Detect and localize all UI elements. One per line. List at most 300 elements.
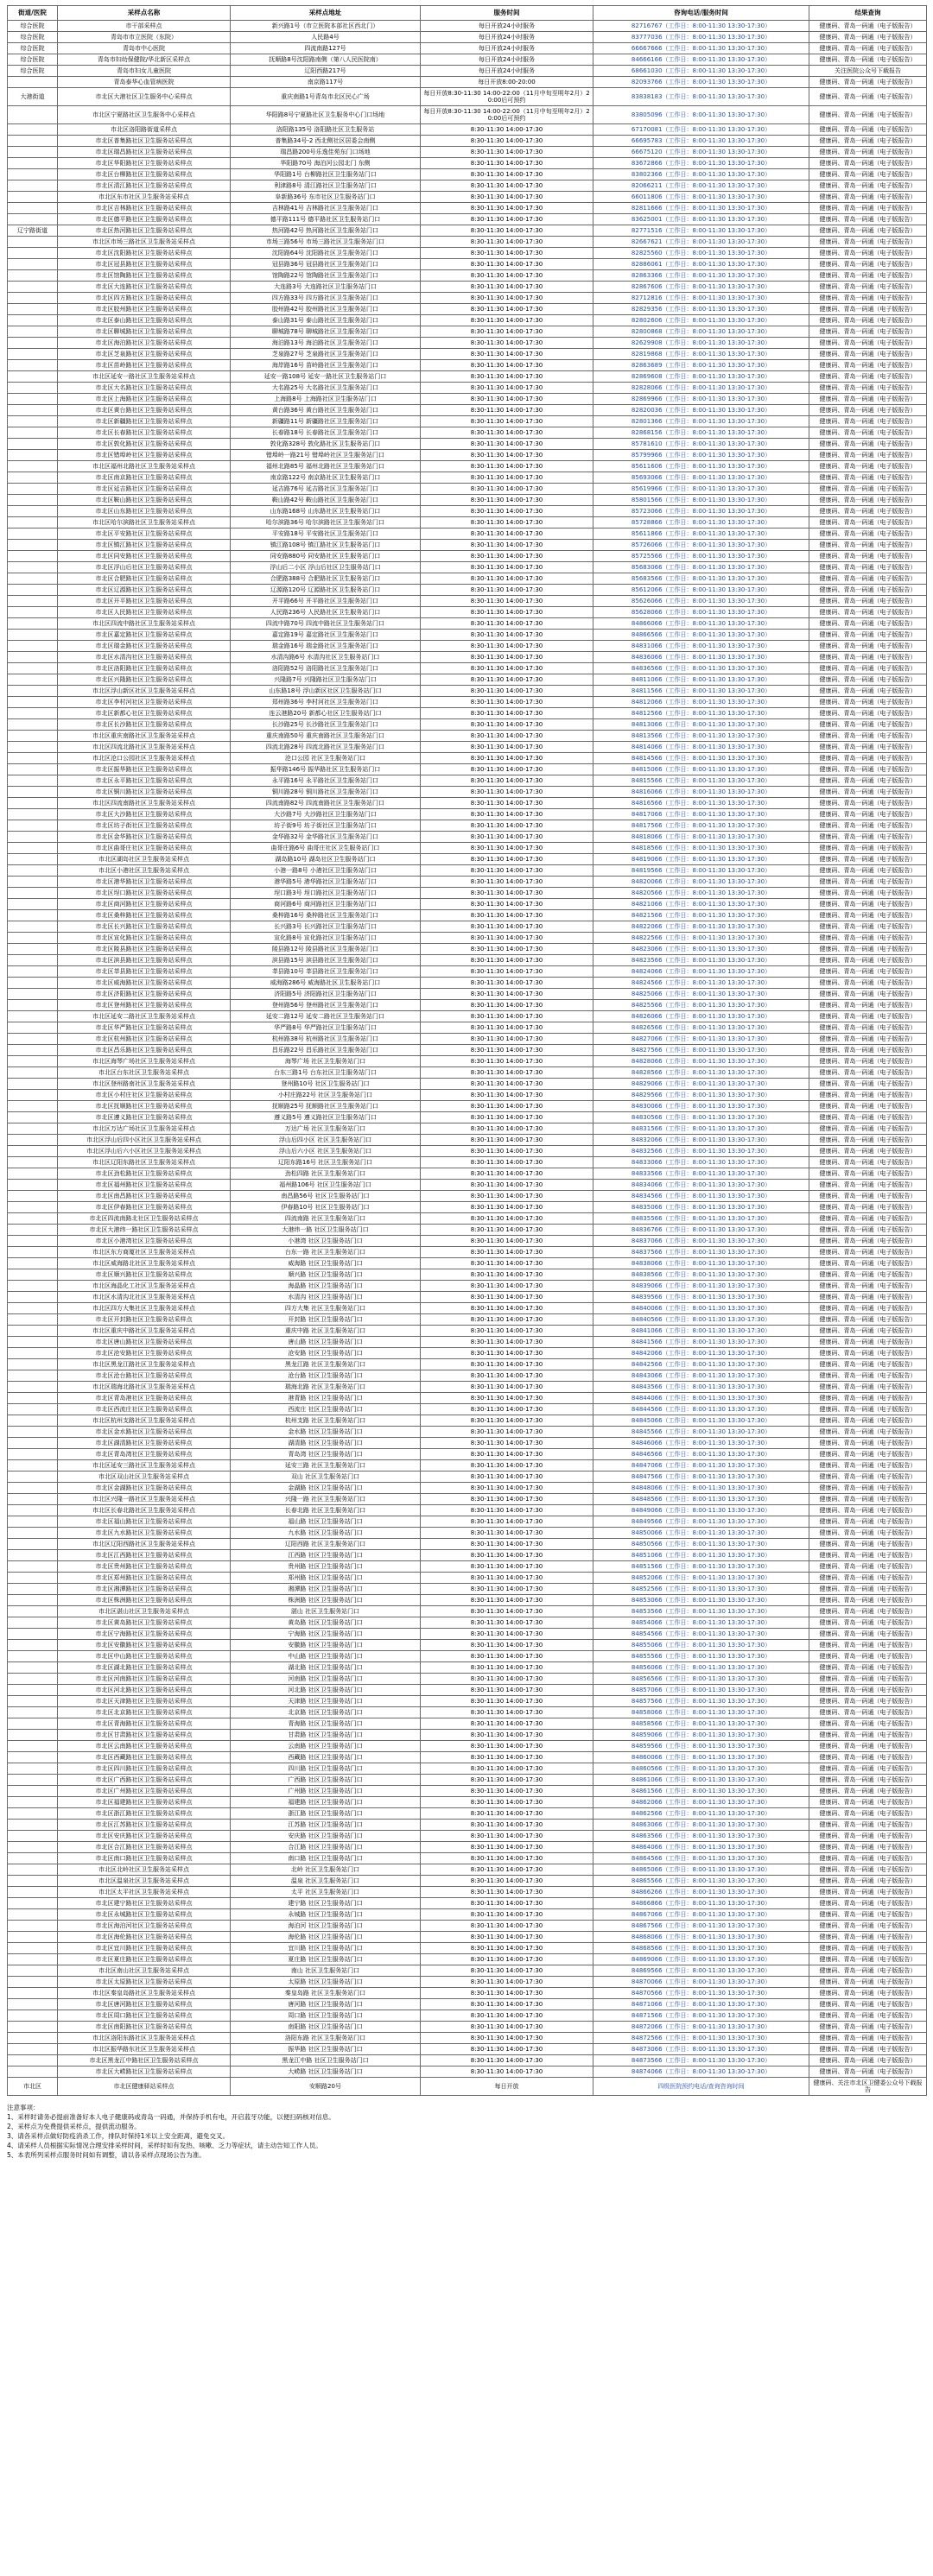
table-row — [8, 1483, 927, 1494]
cell-site-name: 市北区大名路社区卫生服务站采样点 — [58, 383, 231, 394]
cell-district — [8, 1820, 58, 1831]
cell-district — [8, 506, 58, 517]
cell-service-time: 每日开放24小时服务 — [421, 54, 593, 66]
cell-phone: 83805096（工作日：8:00-11:30 13:30-17:30） — [593, 106, 809, 124]
cell-address: 桑梓路16号 桑梓路社区卫生服务站门口 — [231, 910, 421, 921]
cell-phone: 84821066（工作日：8:00-11:30 13:30-17:30） — [593, 899, 809, 910]
cell-site-name: 市北区威海路社区卫生服务站采样点 — [58, 978, 231, 989]
table-row — [8, 203, 927, 214]
cell-district — [8, 450, 58, 461]
cell-service-time: 8:30-11:30 14:00-17:30 — [421, 944, 593, 955]
cell-phone: 84844066（工作日：8:00-11:30 13:30-17:30） — [593, 1393, 809, 1404]
table-row — [8, 1629, 927, 1640]
cell-address: 南昌路56号 社区卫生服务站门口 — [231, 1191, 421, 1202]
cell-district — [8, 764, 58, 775]
cell-district — [8, 169, 58, 180]
cell-service-time: 8:30-11:30 14:00-17:30 — [421, 1516, 593, 1528]
table-row — [8, 1303, 927, 1314]
cell-service-time: 8:30-11:30 14:00-17:30 — [421, 484, 593, 495]
cell-result: 健康码、青岛一码通（电子版报告） — [809, 652, 927, 663]
cell-service-time: 8:30-11:30 14:00-17:30 — [421, 248, 593, 259]
table-row — [8, 338, 927, 349]
cell-result: 健康码、青岛一码通（电子版报告） — [809, 32, 927, 43]
cell-site-name: 市北区商河路社区卫生服务站采样点 — [58, 899, 231, 910]
cell-result: 健康码、青岛一码通（电子版报告） — [809, 517, 927, 528]
cell-address: 沈阳路64号 沈阳路社区卫生服务站门口 — [231, 248, 421, 259]
cell-result: 健康码、青岛一码通（电子版报告） — [809, 349, 927, 360]
cell-service-time: 8:30-11:30 14:00-17:30 — [421, 495, 593, 506]
table-row — [8, 1887, 927, 1898]
cell-result: 健康码、青岛一码通（电子版报告） — [809, 1314, 927, 1326]
cell-address: 黑龙江中路 社区卫生服务站门口 — [231, 2055, 421, 2066]
cell-site-name: 市北区开平路社区卫生服务站采样点 — [58, 596, 231, 607]
cell-result: 健康码、青岛一码通（电子版报告） — [809, 192, 927, 203]
cell-result: 健康码、青岛一码通（电子版报告） — [809, 1954, 927, 1965]
cell-phone: 84833066（工作日：8:00-11:30 13:30-17:30） — [593, 1157, 809, 1168]
cell-service-time: 8:30-11:30 14:00-17:30 — [421, 686, 593, 697]
cell-result: 健康码、青岛一码通（电子版报告） — [809, 1472, 927, 1483]
cell-service-time: 8:30-11:30 14:00-17:30 — [421, 1314, 593, 1326]
cell-service-time: 8:30-11:30 14:00-17:30 — [421, 731, 593, 742]
cell-phone: 84844566（工作日：8:00-11:30 13:30-17:30） — [593, 1404, 809, 1415]
cell-address: 延吉路76号 延吉路社区卫生服务站门口 — [231, 484, 421, 495]
cell-phone: 84836766（工作日：8:00-11:30 13:30-17:30） — [593, 1225, 809, 1236]
table-row — [8, 1988, 927, 1999]
cell-site-name: 市北区华阳路社区卫生服务站采样点 — [58, 158, 231, 169]
cell-result: 健康码、青岛一码通（电子版报告） — [809, 1045, 927, 1056]
cell-district — [8, 1460, 58, 1472]
cell-phone: 82811666（工作日：8:00-11:30 13:30-17:30） — [593, 203, 809, 214]
cell-district — [8, 2044, 58, 2055]
cell-address: 周口路 社区卫生服务站门口 — [231, 2010, 421, 2022]
cell-service-time: 8:30-11:30 14:00-17:30 — [421, 1225, 593, 1236]
cell-address: 四流南路 社区卫生服务站门口 — [231, 1213, 421, 1225]
cell-address: 中山路 社区卫生服务站门口 — [231, 1651, 421, 1662]
table-row — [8, 1876, 927, 1887]
cell-phone: 84823066（工作日：8:00-11:30 13:30-17:30） — [593, 944, 809, 955]
cell-phone: 84862066（工作日：8:00-11:30 13:30-17:30） — [593, 1797, 809, 1808]
table-row — [8, 147, 927, 158]
cell-site-name: 市北区四方路社区卫生服务站采样点 — [58, 293, 231, 304]
cell-phone: 84830566（工作日：8:00-11:30 13:30-17:30） — [593, 1112, 809, 1123]
cell-service-time: 8:30-11:30 14:00-17:30 — [421, 674, 593, 686]
cell-phone: 83802366（工作日：8:00-11:30 13:30-17:30） — [593, 169, 809, 180]
cell-site-name: 市北区水清沟社区卫生服务站采样点 — [58, 652, 231, 663]
cell-phone: 84824066（工作日：8:00-11:30 13:30-17:30） — [593, 966, 809, 978]
cell-phone: 83838183（工作日：8:00-11:30 13:30-17:30） — [593, 88, 809, 106]
table-row — [8, 1921, 927, 1932]
cell-district — [8, 461, 58, 472]
table-row — [8, 764, 927, 775]
cell-address: 台东三路1号 台东社区卫生服务站门口 — [231, 1067, 421, 1079]
header-time: 服务时间 — [421, 6, 593, 21]
cell-address: 广西路 社区卫生服务站门口 — [231, 1775, 421, 1786]
cell-site-name: 市北区黑龙江路社区卫生服务站采样点 — [58, 1359, 231, 1370]
table-row — [8, 282, 927, 293]
cell-site-name: 市北区海泊路社区卫生服务站采样点 — [58, 338, 231, 349]
cell-address: 四川路 社区卫生服务站门口 — [231, 1763, 421, 1775]
table-row — [8, 966, 927, 978]
cell-result: 健康码、青岛一码通（电子版报告） — [809, 1460, 927, 1472]
cell-site-name: 市北区延吉路社区卫生服务站采样点 — [58, 484, 231, 495]
cell-district — [8, 2055, 58, 2066]
table-row — [8, 1269, 927, 1281]
cell-address: 嘉定路19号 嘉定路社区卫生服务站门口 — [231, 630, 421, 641]
cell-result: 健康码、青岛一码通（电子版报告） — [809, 1539, 927, 1550]
cell-phone: 67170081（工作日：8:00-11:30 13:30-17:30） — [593, 124, 809, 136]
cell-phone: 84840066（工作日：8:00-11:30 13:30-17:30） — [593, 1303, 809, 1314]
cell-address: 坊子街9号 坊子街社区卫生服务站门口 — [231, 820, 421, 832]
sampling-sites-table — [7, 5, 927, 2096]
cell-result: 健康码、青岛一码通（电子版报告） — [809, 88, 927, 106]
cell-result: 健康码、青岛一码通（电子版报告） — [809, 1640, 927, 1651]
cell-site-name: 市北区太平社区卫生服务站采样点 — [58, 1887, 231, 1898]
cell-phone: 84848566（工作日：8:00-11:30 13:30-17:30） — [593, 1494, 809, 1505]
note-line: 2、采样点为免费提供采样点，提供流动服务。 — [7, 2123, 141, 2130]
cell-phone: 84827566（工作日：8:00-11:30 13:30-17:30） — [593, 1045, 809, 1056]
cell-district — [8, 1528, 58, 1539]
cell-district — [8, 1550, 58, 1561]
cell-address: 重庆南路1号青岛市北区民心广场 — [231, 88, 421, 106]
cell-service-time: 8:30-11:30 14:00-17:30 — [421, 192, 593, 203]
cell-address: 海琴广场 社区卫生服务站门口 — [231, 1056, 421, 1067]
table-row — [8, 753, 927, 764]
table-row — [8, 1045, 927, 1056]
table-row — [8, 910, 927, 921]
cell-service-time: 8:30-11:30 14:00-17:30 — [421, 1932, 593, 1943]
cell-result: 健康码、青岛一码通（电子版报告） — [809, 573, 927, 585]
cell-service-time: 8:30-11:30 14:00-17:30 — [421, 1056, 593, 1067]
cell-service-time: 8:30-11:30 14:00-17:30 — [421, 1561, 593, 1573]
table-row — [8, 1573, 927, 1584]
cell-phone: 84834566（工作日：8:00-11:30 13:30-17:30） — [593, 1191, 809, 1202]
table-row — [8, 192, 927, 203]
cell-district — [8, 1988, 58, 1999]
table-row — [8, 978, 927, 989]
cell-phone: 84849566（工作日：8:00-11:30 13:30-17:30） — [593, 1516, 809, 1528]
cell-address: 普集路34号-2 西北侧社区居委会南侧 — [231, 136, 421, 147]
cell-district — [8, 630, 58, 641]
cell-result: 健康码、青岛一码通（电子版报告） — [809, 966, 927, 978]
cell-district — [8, 573, 58, 585]
cell-district — [8, 1595, 58, 1606]
cell-district: 综合医院 — [8, 32, 58, 43]
table-row — [8, 506, 927, 517]
cell-result: 健康码、青岛一码通（电子版报告） — [809, 832, 927, 843]
cell-address: 湖岛路10号 湖岛社区卫生服务站门口 — [231, 854, 421, 865]
cell-result: 健康码、青岛一码通（电子版报告） — [809, 1965, 927, 1977]
cell-site-name: 市北区南京路社区卫生服务站采样点 — [58, 472, 231, 484]
cell-district — [8, 1573, 58, 1584]
cell-service-time: 8:30-11:30 14:00-17:30 — [421, 180, 593, 192]
cell-site-name: 市北区北京路社区卫生服务站采样点 — [58, 1707, 231, 1718]
cell-address: 四流南路127号 — [231, 43, 421, 54]
cell-site-name: 市北区上海路社区卫生服务站采样点 — [58, 394, 231, 405]
cell-phone: 84832566（工作日：8:00-11:30 13:30-17:30） — [593, 1146, 809, 1157]
table-row — [8, 899, 927, 910]
cell-result: 健康码、青岛一码通（电子版报告） — [809, 1831, 927, 1842]
cell-result: 健康码、青岛一码通（电子版报告） — [809, 1236, 927, 1247]
cell-phone: 84851566（工作日：8:00-11:30 13:30-17:30） — [593, 1561, 809, 1573]
cell-result: 健康码、青岛一码通（电子版报告） — [809, 551, 927, 562]
table-row — [8, 989, 927, 1000]
cell-site-name: 市北区埕口路社区卫生服务站采样点 — [58, 888, 231, 899]
cell-site-name: 市北区人民路社区卫生服务站采样点 — [58, 607, 231, 618]
table-row — [8, 775, 927, 787]
cell-district — [8, 618, 58, 630]
cell-phone: 84861566（工作日：8:00-11:30 13:30-17:30） — [593, 1786, 809, 1797]
cell-phone: 84823566（工作日：8:00-11:30 13:30-17:30） — [593, 955, 809, 966]
cell-address: 埕口路3号 埕口路社区卫生服务站门口 — [231, 888, 421, 899]
table-row — [8, 944, 927, 955]
table-row — [8, 1247, 927, 1258]
table-row — [8, 1314, 927, 1326]
cell-service-time: 8:30-11:30 14:00-17:30 — [421, 450, 593, 461]
cell-district — [8, 1067, 58, 1079]
cell-district — [8, 775, 58, 787]
table-row — [8, 1741, 927, 1752]
cell-service-time: 8:30-11:30 14:00-17:30 — [421, 888, 593, 899]
cell-site-name: 市北区南昌路社区卫生服务站采样点 — [58, 1191, 231, 1202]
table-row — [8, 484, 927, 495]
cell-address: 合肥路388号 合肥路社区卫生服务站门口 — [231, 573, 421, 585]
cell-district — [8, 1842, 58, 1853]
cell-site-name: 市北区四流中路社区卫生服务站采样点 — [58, 618, 231, 630]
cell-site-name: 青岛市妇幼保健院/华北新区采样点 — [58, 54, 231, 66]
cell-address: 重庆中路 社区卫生服务站门口 — [231, 1326, 421, 1337]
cell-phone: 84873566（工作日：8:00-11:30 13:30-17:30） — [593, 2055, 809, 2066]
cell-phone: 84867566（工作日：8:00-11:30 13:30-17:30） — [593, 1921, 809, 1932]
cell-phone: 82771516（工作日：8:00-11:30 13:30-17:30） — [593, 225, 809, 237]
table-row — [8, 1191, 927, 1202]
cell-address: 辽源路120号 辽源路社区卫生服务站门口 — [231, 585, 421, 596]
cell-address: 浮山后四小区 社区卫生服务站门口 — [231, 1135, 421, 1146]
cell-phone: 85611866（工作日：8:00-11:30 13:30-17:30） — [593, 528, 809, 540]
cell-site-name: 市北区宁海路社区卫生服务站采样点 — [58, 1629, 231, 1640]
cell-service-time: 8:30-11:30 14:00-17:30 — [421, 1977, 593, 1988]
cell-service-time: 8:30-11:30 14:00-17:30 — [421, 1269, 593, 1281]
cell-district — [8, 865, 58, 877]
cell-result: 健康码、青岛一码通（电子版报告） — [809, 1786, 927, 1797]
table-row — [8, 1505, 927, 1516]
cell-result: 健康码、青岛一码通（电子版报告） — [809, 338, 927, 349]
cell-site-name: 市北区浮山新区社区卫生服务站采样点 — [58, 686, 231, 697]
cell-district — [8, 1292, 58, 1303]
cell-result: 健康码、青岛一码通（电子版报告） — [809, 562, 927, 573]
cell-service-time: 8:30-11:30 14:00-17:30 — [421, 1191, 593, 1202]
table-row — [8, 1718, 927, 1730]
cell-result: 健康码、青岛一码通（电子版报告） — [809, 641, 927, 652]
cell-result: 健康码、青岛一码通（电子版报告） — [809, 1988, 927, 1999]
table-row — [8, 832, 927, 843]
cell-address: 河南路 社区卫生服务站门口 — [231, 1674, 421, 1685]
cell-service-time: 8:30-11:30 14:00-17:30 — [421, 1449, 593, 1460]
cell-result: 健康码、青岛一码通（电子版报告） — [809, 248, 927, 259]
cell-district — [8, 1359, 58, 1370]
cell-service-time: 8:30-11:30 14:00-17:30 — [421, 1674, 593, 1685]
cell-site-name: 青岛市中心医院 — [58, 43, 231, 54]
cell-district — [8, 1011, 58, 1022]
cell-site-name: 市北区李村河社区卫生服务站采样点 — [58, 697, 231, 708]
table-row — [8, 32, 927, 43]
cell-result: 健康码、青岛一码通（电子版报告） — [809, 1258, 927, 1269]
cell-district — [8, 1808, 58, 1820]
cell-result: 健康码、青岛一码通（电子版报告） — [809, 1202, 927, 1213]
cell-site-name: 市北区唐山路社区卫生服务站采样点 — [58, 1337, 231, 1348]
cell-service-time: 8:30-11:30 14:00-17:30 — [421, 955, 593, 966]
cell-result: 健康码、青岛一码通（电子版报告） — [809, 910, 927, 921]
cell-site-name: 市北区错埠岭社区卫生服务站采样点 — [58, 450, 231, 461]
cell-phone: 84818566（工作日：8:00-11:30 13:30-17:30） — [593, 843, 809, 854]
cell-site-name: 市北区温泉社区卫生服务站采样点 — [58, 1876, 231, 1887]
cell-phone: 84838566（工作日：8:00-11:30 13:30-17:30） — [593, 1269, 809, 1281]
cell-phone: 84860566（工作日：8:00-11:30 13:30-17:30） — [593, 1763, 809, 1775]
cell-service-time: 8:30-11:30 14:00-17:30 — [421, 338, 593, 349]
table-row — [8, 585, 927, 596]
cell-service-time: 8:30-11:30 14:00-17:30 — [421, 573, 593, 585]
cell-result: 健康码、青岛一码通（电子版报告） — [809, 1359, 927, 1370]
cell-site-name: 市北区湖岛社区卫生服务站采样点 — [58, 854, 231, 865]
cell-phone: 84871566（工作日：8:00-11:30 13:30-17:30） — [593, 2010, 809, 2022]
table-row — [8, 1449, 927, 1460]
cell-service-time: 每日开放8:30-11:30 14:00-22:00（11月中旬至明年2月）20:00后可预约 — [421, 88, 593, 106]
cell-site-name: 市北区滨县路社区卫生服务站采样点 — [58, 955, 231, 966]
cell-service-time: 8:30-11:30 14:00-17:30 — [421, 1146, 593, 1157]
table-row — [8, 1797, 927, 1808]
table-row — [8, 1651, 927, 1662]
cell-district — [8, 1079, 58, 1090]
cell-district — [8, 338, 58, 349]
cell-phone: 82869608（工作日：8:00-11:30 13:30-17:30） — [593, 371, 809, 383]
cell-phone: 84835566（工作日：8:00-11:30 13:30-17:30） — [593, 1213, 809, 1225]
cell-address: 北岭 社区卫生服务站门口 — [231, 1864, 421, 1876]
cell-district — [8, 1404, 58, 1415]
cell-result: 健康码、青岛一码通（电子版报告） — [809, 1573, 927, 1584]
cell-address: 浙江路 社区卫生服务站门口 — [231, 1808, 421, 1820]
cell-site-name: 市北区长兴路社区卫生服务站采样点 — [58, 921, 231, 933]
cell-site-name: 市北区洛阳路社区卫生服务站采样点 — [58, 663, 231, 674]
cell-site-name: 市北区唐河路社区卫生服务站采样点 — [58, 1999, 231, 2010]
cell-district — [8, 798, 58, 809]
cell-phone: 84826566（工作日：8:00-11:30 13:30-17:30） — [593, 1022, 809, 1034]
cell-address: 郑州路36号 李村河社区卫生服务站门口 — [231, 697, 421, 708]
cell-service-time: 8:30-11:30 14:00-17:30 — [421, 416, 593, 427]
cell-result: 健康码、青岛一码通（电子版报告） — [809, 237, 927, 248]
cell-district — [8, 641, 58, 652]
cell-district — [8, 1685, 58, 1696]
cell-result: 健康码、青岛一码通（电子版报告） — [809, 708, 927, 719]
cell-service-time: 8:30-11:30 14:00-17:30 — [421, 1887, 593, 1898]
cell-result: 健康码、青岛一码通（电子版报告） — [809, 1180, 927, 1191]
table-row — [8, 1853, 927, 1864]
cell-phone: 85683566（工作日：8:00-11:30 13:30-17:30） — [593, 573, 809, 585]
cell-site-name: 市北区江西路社区卫生服务站采样点 — [58, 1550, 231, 1561]
cell-district — [8, 1617, 58, 1629]
cell-service-time: 8:30-11:30 14:00-17:30 — [421, 124, 593, 136]
cell-address: 威海路 社区卫生服务站门口 — [231, 1258, 421, 1269]
cell-phone: 84819066（工作日：8:00-11:30 13:30-17:30） — [593, 854, 809, 865]
cell-district — [8, 1438, 58, 1449]
cell-phone: 84870066（工作日：8:00-11:30 13:30-17:30） — [593, 1977, 809, 1988]
table-row — [8, 1584, 927, 1595]
cell-service-time: 8:30-11:30 14:00-17:30 — [421, 1292, 593, 1303]
cell-district — [8, 248, 58, 259]
cell-district — [8, 1977, 58, 1988]
cell-site-name: 市北区山东路社区卫生服务站采样点 — [58, 506, 231, 517]
cell-service-time: 8:30-11:30 14:00-17:30 — [421, 1483, 593, 1494]
cell-result: 健康码、青岛一码通（电子版报告） — [809, 214, 927, 225]
cell-site-name: 市北区大港社区卫生服务中心采样点 — [58, 88, 231, 106]
cell-site-name: 市北区兴隆路社区卫生服务站采样点 — [58, 674, 231, 686]
cell-phone: 84820066（工作日：8:00-11:30 13:30-17:30） — [593, 877, 809, 888]
cell-district: 辽宁路街道 — [8, 225, 58, 237]
table-row — [8, 1393, 927, 1404]
cell-address: 杭州路38号 杭州路社区卫生服务站门口 — [231, 1034, 421, 1045]
cell-phone: 84869066（工作日：8:00-11:30 13:30-17:30） — [593, 1954, 809, 1965]
cell-phone: 84837066（工作日：8:00-11:30 13:30-17:30） — [593, 1236, 809, 1247]
cell-service-time: 8:30-11:30 14:00-17:30 — [421, 1831, 593, 1842]
cell-district — [8, 1606, 58, 1617]
cell-district — [8, 1662, 58, 1674]
cell-phone: 85728866（工作日：8:00-11:30 13:30-17:30） — [593, 517, 809, 528]
cell-site-name: 市北区大港纬一路社区卫生服务站采样点 — [58, 1225, 231, 1236]
cell-address: 济阳路5号 济阳路社区卫生服务站门口 — [231, 989, 421, 1000]
cell-site-name: 市北区桑梓路社区卫生服务站采样点 — [58, 910, 231, 921]
table-row — [8, 1359, 927, 1370]
table-row — [8, 405, 927, 416]
table-row — [8, 1337, 927, 1348]
cell-address: 云南路 社区卫生服务站门口 — [231, 1741, 421, 1752]
cell-district — [8, 439, 58, 450]
cell-site-name: 市北区东方商厦社区卫生服务站采样点 — [58, 1247, 231, 1258]
table-row — [8, 237, 927, 248]
cell-site-name: 市北区重庆南路社区卫生服务站采样点 — [58, 731, 231, 742]
cell-district — [8, 1999, 58, 2010]
cell-address: 长兴路3号 长兴路社区卫生服务站门口 — [231, 921, 421, 933]
cell-result: 健康码、青岛一码通（电子版报告） — [809, 719, 927, 731]
table-row — [8, 1034, 927, 1045]
cell-phone: 84826066（工作日：8:00-11:30 13:30-17:30） — [593, 1011, 809, 1022]
cell-service-time: 8:30-11:30 14:00-17:30 — [421, 1685, 593, 1696]
cell-district — [8, 877, 58, 888]
cell-service-time: 8:30-11:30 14:00-17:30 — [421, 237, 593, 248]
cell-address: 泰山路31号 泰山路社区卫生服务站门口 — [231, 315, 421, 326]
cell-service-time: 8:30-11:30 14:00-17:30 — [421, 1090, 593, 1101]
cell-address: 福州北路85号 福州北路社区卫生服务站门口 — [231, 461, 421, 472]
cell-service-time: 8:30-11:30 14:00-17:30 — [421, 472, 593, 484]
cell-district — [8, 1168, 58, 1180]
cell-phone: 84857066（工作日：8:00-11:30 13:30-17:30） — [593, 1685, 809, 1696]
table-row — [8, 214, 927, 225]
cell-service-time: 8:30-11:30 14:00-17:30 — [421, 1539, 593, 1550]
cell-address: 华严路8号 华严路社区卫生服务站门口 — [231, 1022, 421, 1034]
cell-site-name: 市北区南口路社区卫生服务站采样点 — [58, 1853, 231, 1864]
cell-district — [8, 1640, 58, 1651]
table-row — [8, 1011, 927, 1022]
cell-result: 健康码、青岛一码通（电子版报告） — [809, 2022, 927, 2033]
cell-service-time: 8:30-11:30 14:00-17:30 — [421, 2022, 593, 2033]
cell-district — [8, 1180, 58, 1191]
cell-district — [8, 237, 58, 248]
cell-site-name: 市北区河南路社区卫生服务站采样点 — [58, 1674, 231, 1685]
cell-site-name: 青岛泰华心血管病医院 — [58, 77, 231, 88]
table-row — [8, 1786, 927, 1797]
cell-district — [8, 1629, 58, 1640]
cell-address: 遵义路5号 遵义路社区卫生服务站门口 — [231, 1112, 421, 1123]
cell-phone: 84854066（工作日：8:00-11:30 13:30-17:30） — [593, 1617, 809, 1629]
cell-address: 太原路 社区卫生服务站门口 — [231, 1977, 421, 1988]
cell-phone: 84824566（工作日：8:00-11:30 13:30-17:30） — [593, 978, 809, 989]
